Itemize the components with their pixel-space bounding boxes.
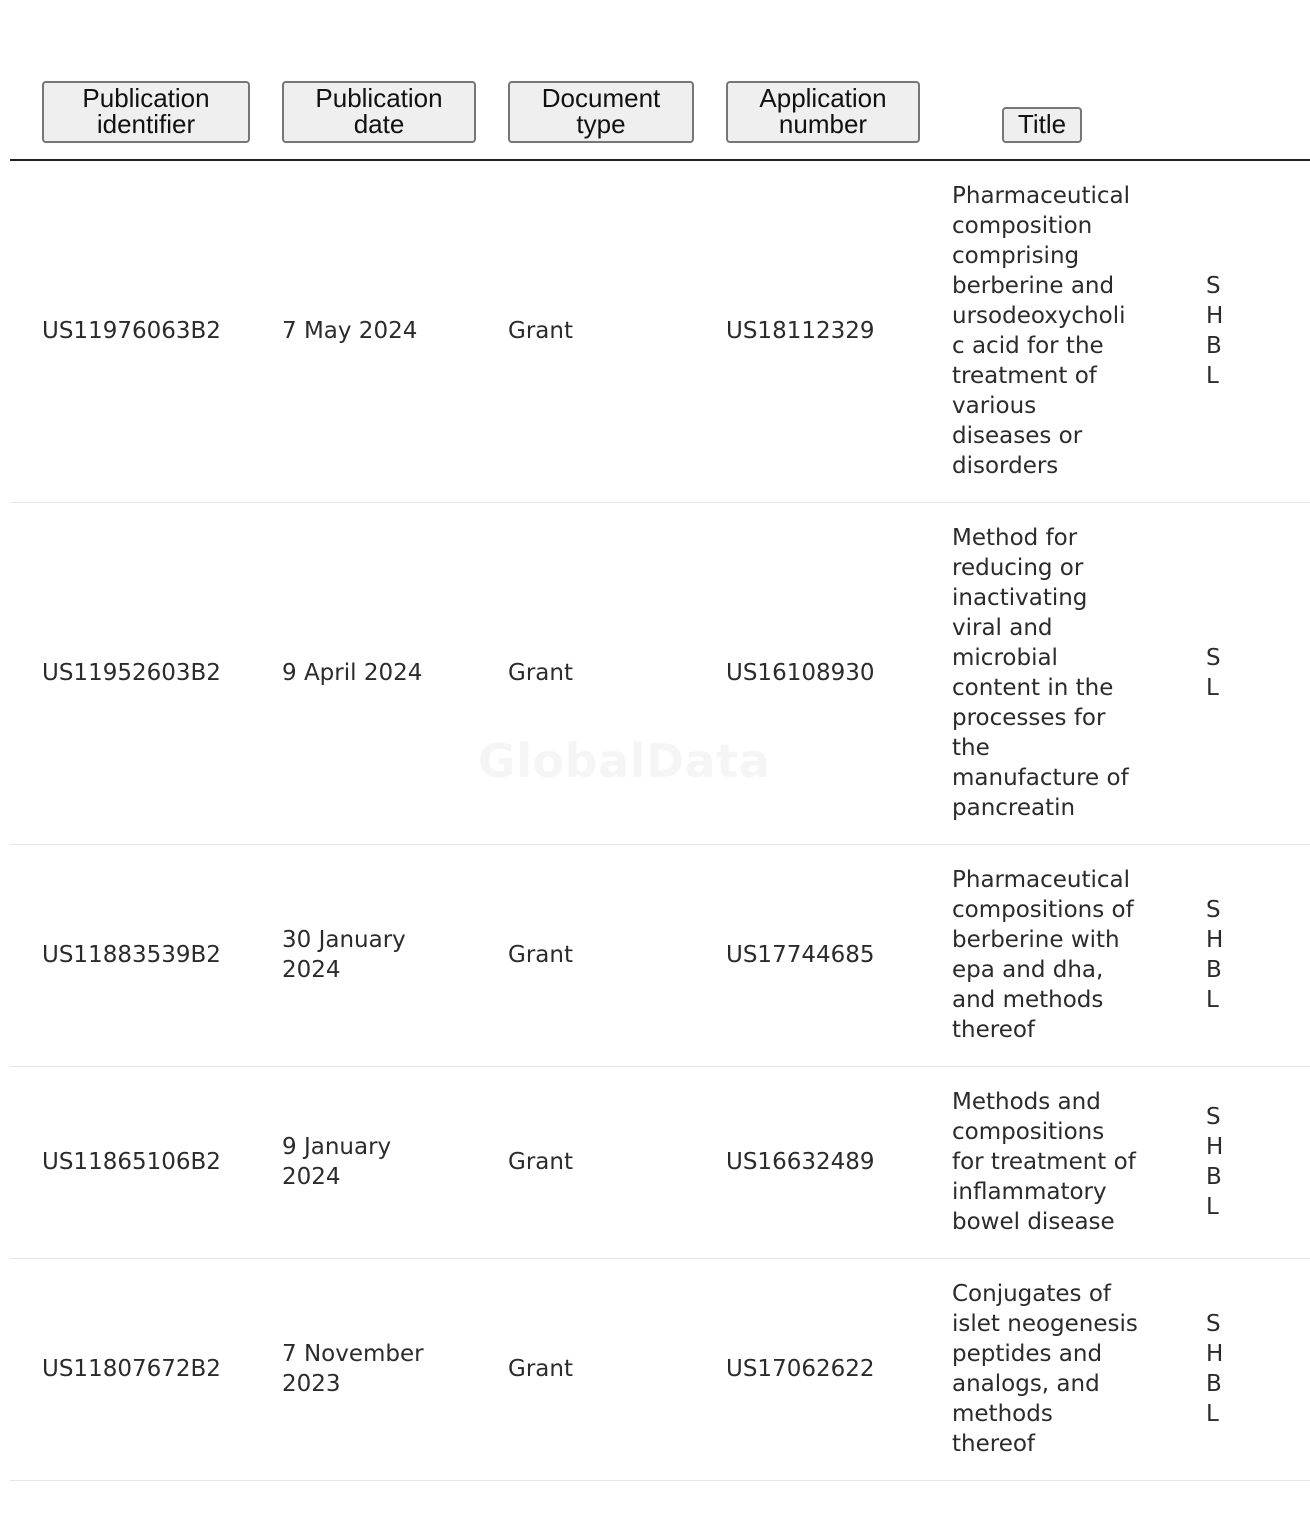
assignee-partial-text: S H B L	[1206, 273, 1224, 390]
sort-document-type-button[interactable]	[508, 81, 694, 143]
publication-date-cell: 7 November 2023	[250, 1258, 476, 1480]
title-cell: Method for reducing or inactivating viral and microbial content in the processes for the manufacture of pancreatin	[920, 502, 1164, 844]
header-cell-publication-date	[250, 0, 476, 160]
table-header	[10, 0, 1310, 160]
document-type-cell: Grant	[476, 1066, 694, 1258]
watermark: GlobalData	[478, 734, 771, 788]
publication-identifier-cell: US11883539B2	[10, 844, 250, 1066]
assignee-cell	[1164, 1066, 1310, 1258]
publication-identifier-label: Publication identifier	[82, 83, 210, 139]
assignee-cell	[1164, 160, 1310, 502]
header-row	[10, 0, 1310, 160]
header-cell-assignee	[1164, 0, 1310, 160]
document-type-cell: Grant	[476, 160, 694, 502]
assignee-cell	[1164, 1258, 1310, 1480]
application-number-cell: US17062622	[694, 1258, 920, 1480]
publication-date-cell: 9 April 2024	[250, 502, 476, 844]
assignee-partial-text: S H B L	[1206, 897, 1224, 1013]
publication-identifier-cell: US11976063B2	[10, 160, 250, 502]
header-cell-document-type	[476, 0, 694, 160]
application-number-cell: US16108930	[694, 502, 920, 844]
sort-application-number-button[interactable]	[726, 81, 920, 143]
table-row	[10, 502, 1310, 844]
document-type-label: Document type	[541, 83, 661, 139]
publication-date-cell: 30 January 2024	[250, 844, 476, 1066]
header-cell-title	[920, 0, 1164, 160]
publication-identifier-cell: US11952603B2	[10, 502, 250, 844]
title-cell: Pharmaceutical composition comprising berberine and ursodeoxycholic acid for the treatment of various diseases or disorders	[920, 160, 1164, 502]
title-cell: Methods and compositions for treatment of inflammatory bowel disease	[920, 1066, 1164, 1258]
title-label: Title	[1017, 109, 1067, 139]
application-number-cell: US18112329	[694, 160, 920, 502]
publication-date-label: Publication date	[315, 83, 443, 139]
assignee-cell	[1164, 502, 1310, 844]
table-body	[10, 160, 1310, 1480]
header-cell-publication-identifier	[10, 0, 250, 160]
table-row	[10, 844, 1310, 1066]
publication-identifier-cell: US11865106B2	[10, 1066, 250, 1258]
application-number-cell: US17744685	[694, 844, 920, 1066]
table-row	[10, 1258, 1310, 1480]
publication-date-cell: 7 May 2024	[250, 160, 476, 502]
document-type-cell: Grant	[476, 502, 694, 844]
table-row	[10, 160, 1310, 502]
application-number-cell: US16632489	[694, 1066, 920, 1258]
sort-title-button[interactable]	[1002, 107, 1082, 143]
document-type-cell: Grant	[476, 1258, 694, 1480]
table-row	[10, 1066, 1310, 1258]
title-cell: Conjugates of islet neogenesis peptides and analogs, and methods thereof	[920, 1258, 1164, 1480]
publication-identifier-cell: US11807672B2	[10, 1258, 250, 1480]
assignee-partial-text: S H B L	[1206, 1104, 1224, 1220]
patent-table	[10, 0, 1310, 1481]
header-cell-application-number	[694, 0, 920, 160]
publication-date-cell: 9 January 2024	[250, 1066, 476, 1258]
assignee-partial-text: S L	[1206, 645, 1221, 701]
title-cell: Pharmaceutical compositions of berberine with epa and dha, and methods thereof	[920, 844, 1164, 1066]
sort-publication-identifier-button[interactable]	[42, 81, 250, 143]
assignee-cell	[1164, 844, 1310, 1066]
patent-table-container	[10, 0, 1224, 1522]
document-type-cell: Grant	[476, 844, 694, 1066]
sort-publication-date-button[interactable]	[282, 81, 476, 143]
application-number-label: Application number	[759, 83, 887, 139]
assignee-partial-text: S H B L	[1206, 1311, 1224, 1427]
